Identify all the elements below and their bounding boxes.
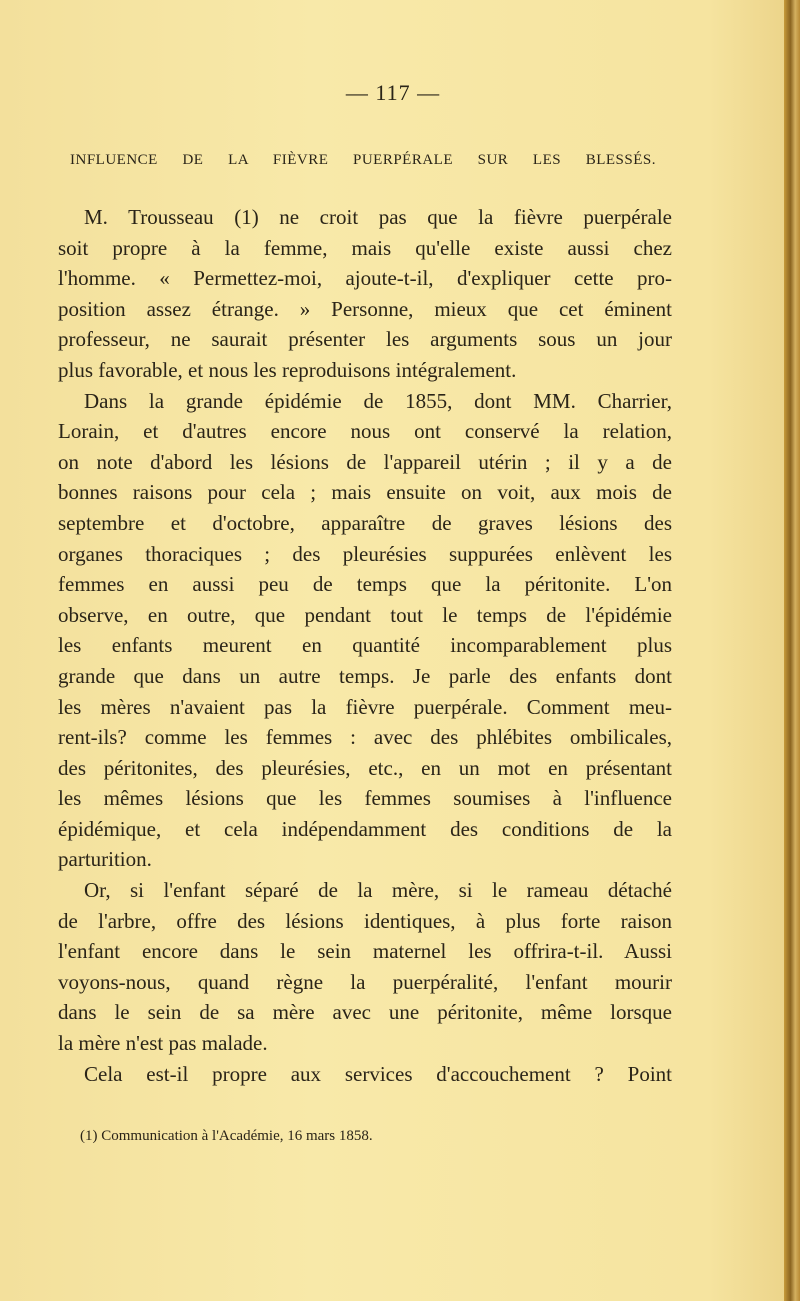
text-line: Lorain, et d'autres encore nous ont conservé la relation,: [58, 419, 672, 444]
text-line: épidémique, et cela indépendamment des conditions de la: [58, 816, 672, 841]
page-number: — 117 —: [345, 80, 441, 105]
text-line: l'enfant encore dans le sein maternel les offrira-t-il. Aussi: [58, 939, 672, 964]
text-line: soit propre à la femme, mais qu'elle existe aussi chez: [58, 235, 672, 260]
text-line: rent-ils? comme les femmes : avec des phlébites ombilicales,: [58, 725, 672, 750]
text-line: la mère n'est pas malade.: [58, 1031, 268, 1056]
text-line: Dans la grande épidémie de 1855, dont MM. Charrier,: [84, 388, 672, 413]
text-line: dans le sein de sa mère avec une péritonite, même lorsque: [58, 1000, 672, 1025]
text-line: voyons-nous, quand règne la puerpéralité, l'enfant mourir: [58, 969, 672, 994]
text-line: les mères n'avaient pas la fièvre puerpérale. Comment meu-: [58, 694, 672, 719]
text-line: bonnes raisons pour cela ; mais ensuite on voit, aux mois de: [58, 480, 672, 505]
text-line: les enfants meurent en quantité incomparablement plus: [58, 633, 672, 658]
body-text: [58, 202, 672, 1089]
text-line: septembre et d'octobre, apparaître de graves lésions des: [58, 510, 672, 535]
text-line: plus favorable, et nous les reproduisons intégralement.: [58, 357, 517, 382]
page-edge: [784, 0, 800, 1301]
footnote: (1) Communication à l'Académie, 16 mars 1858.: [80, 1128, 373, 1144]
text-line: M. Trousseau (1) ne croit pas que la fièvre puerpérale: [84, 205, 672, 229]
text-line: organes thoraciques ; des pleurésies suppurées enlèvent les: [58, 541, 672, 566]
section-heading: INFLUENCE DE LA FIÈVRE PUERPÉRALE SUR LES BLESSÉS.: [70, 152, 656, 168]
text-line: parturition.: [58, 847, 152, 872]
text-line: des péritonites, des pleurésies, etc., en un mot en présentant: [58, 755, 672, 780]
text-line: de l'arbre, offre des lésions identiques, à plus forte raison: [58, 908, 672, 933]
text-line: Cela est-il propre aux services d'accouchement ? Point: [84, 1061, 672, 1086]
text-line: observe, en outre, que pendant tout le temps de l'épidémie: [58, 602, 672, 627]
text-line: position assez étrange. » Personne, mieux que cet éminent: [58, 296, 672, 321]
text-line: professeur, ne saurait présenter les arguments sous un jour: [58, 327, 672, 352]
text-line: Or, si l'enfant séparé de la mère, si le rameau détaché: [84, 878, 672, 903]
text-line: l'homme. « Permettez-moi, ajoute-t-il, d'expliquer cette pro-: [58, 266, 672, 291]
text-line: grande que dans un autre temps. Je parle des enfants dont: [58, 663, 672, 688]
text-line: femmes en aussi peu de temps que la péritonite. L'on: [58, 572, 672, 597]
text-line: les mêmes lésions que les femmes soumises à l'influence: [58, 786, 672, 811]
text-line: on note d'abord les lésions de l'appareil utérin ; il y a de: [58, 449, 672, 474]
